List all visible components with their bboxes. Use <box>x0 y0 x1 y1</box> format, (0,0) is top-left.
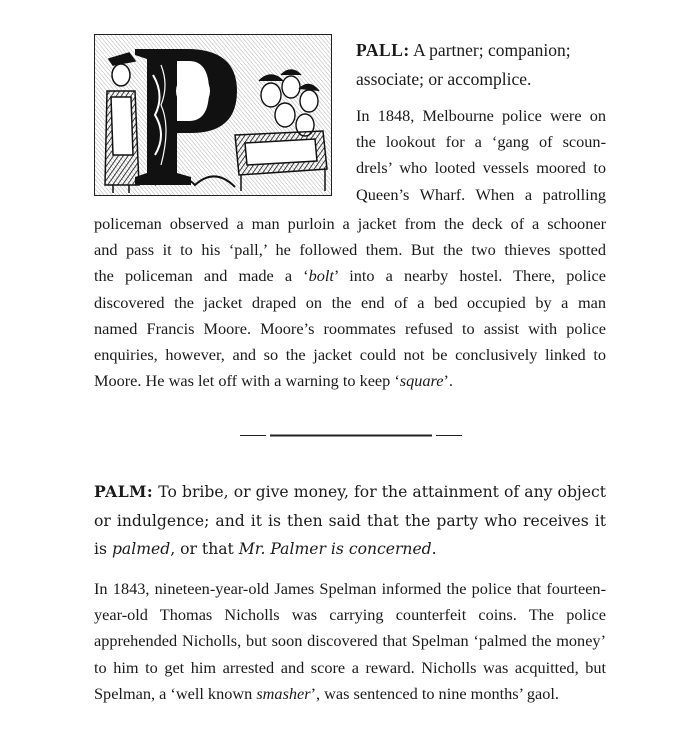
italic-slang-square: square <box>399 371 444 391</box>
entry-pall-body-wide <box>94 211 606 394</box>
body-line: policeman observed a man purloin a jacket from the deck of a schooner <box>94 214 606 233</box>
entry-pall-body-narrow <box>356 103 606 208</box>
body-line: In 1848, Melbourne police were on <box>356 106 606 125</box>
definition-run: To bribe, or give money, for the attainment of any object or indulgence; and it is then said that the party who receives it is <box>94 483 606 558</box>
body-line <box>94 263 606 289</box>
definition-run: , or that <box>170 540 239 558</box>
entry-palm-body <box>94 576 606 707</box>
body-line: Queen’s Wharf. When a patrolling <box>356 184 606 204</box>
body-run: ’, was sentenced to nine months’ gaol. <box>310 683 559 703</box>
body-line: and pass it to his ‘pall,’ he followed them. But the two thieves spotted <box>94 240 606 260</box>
body-line <box>94 368 606 394</box>
entry-pall-definition: A partner; companion; associate; or accomplice. <box>356 40 571 89</box>
body-line: the lookout for a ‘gang of scoun- <box>356 132 606 152</box>
text-run: ’. <box>443 371 454 391</box>
text-run: ’ into a nearby hostel. There, police <box>333 266 607 286</box>
text-run: Moore. He was let off with a warning to keep ‘ <box>94 371 400 391</box>
body-line: discovered the jacket draped on the end of a bed occupied by a man <box>94 292 606 312</box>
italic-palmed: palmed <box>111 540 171 558</box>
woodcut-dropcap-illustration <box>94 34 332 196</box>
entry-palm-heading <box>94 478 606 564</box>
section-divider <box>240 434 462 437</box>
definition-run: . <box>431 540 437 558</box>
entry-palm-term: PALM: <box>94 482 154 501</box>
body-line: named Francis Moore. Moore’s roommates refused to assist with police <box>94 318 606 338</box>
entry-pall-heading <box>356 36 618 94</box>
italic-mr-palmer: Mr. Palmer is concerned <box>238 540 432 558</box>
italic-slang-bolt: bolt <box>308 266 334 286</box>
entry-pall-term: PALL: <box>356 40 410 60</box>
woodcut-p-illustration <box>95 35 331 195</box>
body-line: enquiries, however, and so the jacket could not be conclusively linked to <box>94 345 606 365</box>
text-run: the policeman and made a ‘ <box>94 266 309 286</box>
body-run: In 1843, nineteen-year-old James Spelman informed the police that fourteen-year-old Thomas Nicholls was carrying counterfeit coins. The police apprehended Nicholls, but soon discovered that Spelman ‘palmed the money’ to him to get him arrested and score a reward. Nicholls was acquitted, but Spelman, a ‘well known <box>94 579 606 703</box>
body-line: drels’ who looted vessels moored to <box>356 158 606 178</box>
italic-smasher: smasher <box>256 683 311 703</box>
